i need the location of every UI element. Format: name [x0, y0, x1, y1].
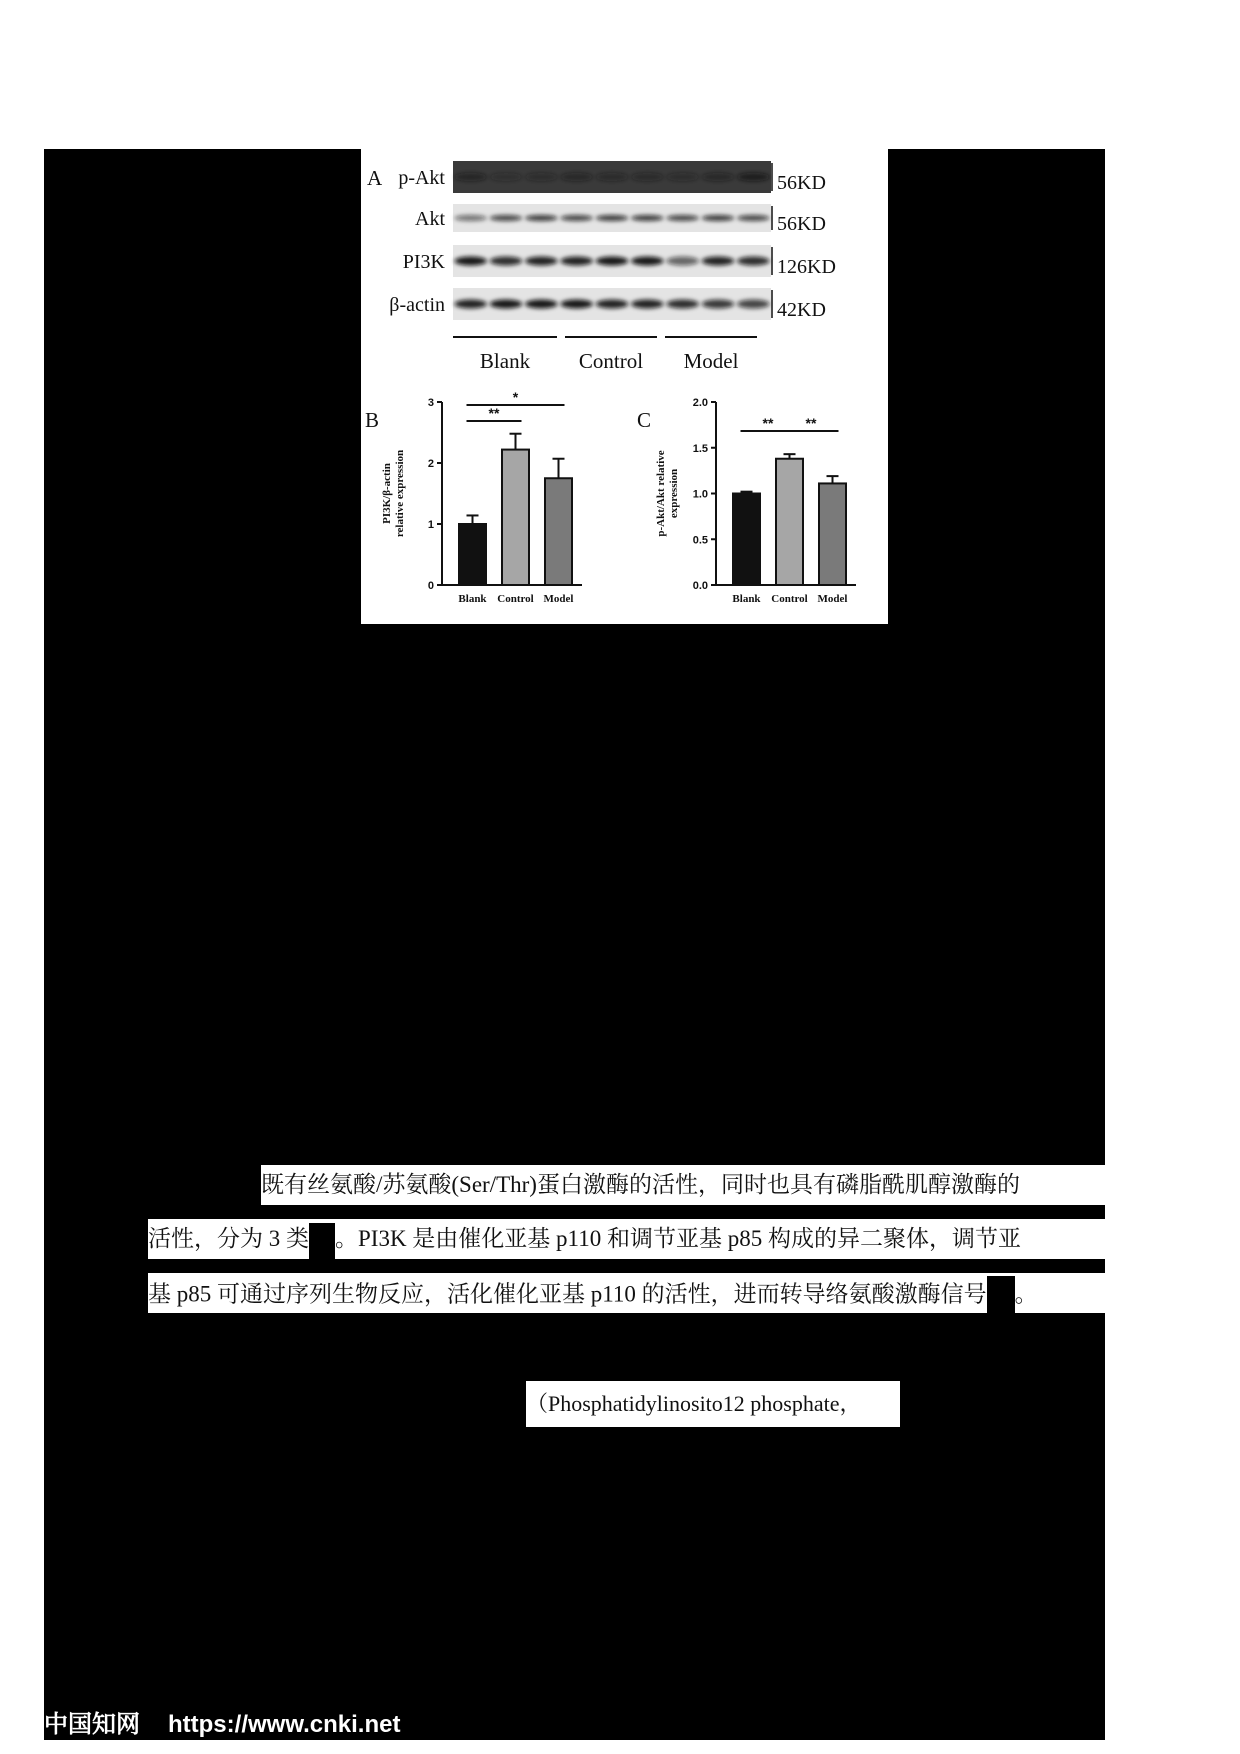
x-tick-label: Blank — [458, 593, 487, 605]
paragraph-text: （Phosphatidylinosito12 phosphate， — [526, 1391, 862, 1416]
significance-label: ** — [805, 415, 817, 431]
paragraph-line-2 — [148, 1219, 1105, 1259]
blot-size-label: 56KD — [777, 213, 826, 235]
blot-band — [631, 173, 664, 181]
y-axis-label — [655, 450, 680, 536]
y-axis-label — [381, 450, 406, 537]
y-tick-label: 0.0 — [692, 580, 708, 592]
citation-redaction — [309, 1223, 335, 1259]
blot-band — [596, 300, 629, 309]
blot-band — [454, 215, 487, 221]
blot-band — [525, 215, 558, 221]
blot-band — [490, 215, 523, 221]
blot-band — [490, 173, 523, 181]
blot-band — [702, 215, 735, 221]
y-tick-label: 1.0 — [692, 488, 708, 501]
paragraph-line-4 — [526, 1381, 900, 1427]
blot-band — [702, 300, 735, 309]
y-axis-label-line: relative expression — [394, 449, 406, 538]
y-axis-label-line: p-Akt/Akt relative — [655, 450, 667, 537]
blot-band — [560, 215, 593, 221]
panel-label: C — [637, 408, 652, 432]
blot-band — [666, 257, 699, 266]
blot-band — [596, 257, 629, 266]
panel-label: B — [365, 408, 380, 432]
bar-model — [545, 478, 572, 585]
significance-label: ** — [488, 405, 500, 421]
blot-band — [454, 300, 487, 309]
group-label: Model — [683, 349, 739, 373]
group-label: Control — [578, 349, 644, 373]
x-tick-label: Control — [497, 593, 534, 605]
paragraph-text: 基 p85 可通过序列生物反应，活化催化亚基 p110 的活性，进而转导络氨酸激酶信号 — [148, 1281, 987, 1307]
blot-band — [737, 300, 770, 309]
bar-control — [776, 459, 803, 585]
paragraph-text: 。PI3K 是由催化亚基 p110 和调节亚基 p85 构成的异二聚体，调节亚 — [335, 1226, 1021, 1251]
bar-model — [819, 483, 846, 585]
paragraph-text: 。 — [1014, 1281, 1038, 1307]
blot-band — [631, 215, 664, 221]
y-tick-label: 1.5 — [692, 442, 708, 455]
paragraph-text: 既有丝氨酸/苏氨酸(Ser/Thr)蛋白激酶的活性，同时也具有磷脂酰肌醇激酶的 — [261, 1172, 1020, 1197]
redaction-mask-top-right — [888, 149, 1105, 625]
paragraph-line-1 — [261, 1165, 1105, 1205]
blot-size-label: 126KD — [777, 256, 836, 278]
blot-band — [525, 300, 558, 309]
figure — [361, 149, 888, 624]
blot-band — [737, 257, 770, 266]
blot-label: Akt — [415, 208, 445, 230]
bar-control — [502, 450, 529, 585]
y-tick-label: 3 — [427, 397, 434, 409]
significance-label: ** — [762, 415, 774, 431]
blot-band — [702, 257, 735, 266]
blot-label: PI3K — [402, 251, 445, 273]
blot-band — [666, 173, 699, 181]
blot-band — [490, 257, 523, 266]
paragraph-line-3 — [148, 1273, 1105, 1313]
blot-band — [454, 257, 487, 266]
x-tick-label: Blank — [732, 593, 761, 605]
blot-band — [737, 173, 770, 181]
y-axis-label-line: expression — [668, 468, 680, 519]
footer-watermark — [44, 1704, 400, 1739]
y-tick-label: 2 — [427, 458, 434, 470]
blot-band — [631, 300, 664, 309]
blot-band — [560, 257, 593, 266]
blot-label: β-actin — [389, 294, 445, 316]
y-tick-label: 0 — [427, 580, 434, 592]
y-axis-label-line: PI3K/β-actin — [381, 463, 393, 524]
group-label: Blank — [479, 349, 531, 373]
x-tick-label: Model — [543, 593, 574, 605]
blot-band — [666, 300, 699, 309]
y-tick-label: 1 — [427, 519, 434, 531]
blot-band — [596, 173, 629, 181]
blot-band — [702, 173, 735, 181]
blot-band — [525, 257, 558, 266]
panel-a-label: A — [367, 166, 383, 190]
x-tick-label: Control — [771, 593, 808, 605]
significance-label: * — [512, 389, 519, 405]
blot-band — [596, 215, 629, 221]
blot-band — [490, 300, 523, 309]
blot-size-label: 42KD — [777, 299, 826, 321]
blot-band — [737, 215, 770, 221]
redaction-mask-top — [44, 149, 361, 625]
paragraph-text: 活性，分为 3 类 — [148, 1226, 309, 1251]
x-tick-label: Model — [817, 593, 848, 605]
chart-c — [637, 397, 856, 605]
footer-url: https://www.cnki.net — [168, 1711, 401, 1738]
blot-label: p-Akt — [398, 167, 445, 189]
redaction-mask-middle — [44, 624, 1105, 1704]
citation-redaction — [987, 1276, 1015, 1316]
blot-band — [560, 300, 593, 309]
blot-band — [631, 257, 664, 266]
bar-blank — [459, 524, 486, 585]
blot-band — [454, 173, 487, 181]
blot-size-label: 56KD — [777, 172, 826, 194]
y-tick-label: 0.5 — [692, 534, 708, 547]
bar-blank — [733, 494, 760, 586]
y-tick-label: 2.0 — [692, 397, 708, 409]
chart-b — [365, 389, 582, 605]
blot-band — [525, 173, 558, 181]
footer-brand: 中国知网 — [44, 1710, 140, 1738]
blot-band — [560, 173, 593, 181]
blot-band — [666, 215, 699, 221]
